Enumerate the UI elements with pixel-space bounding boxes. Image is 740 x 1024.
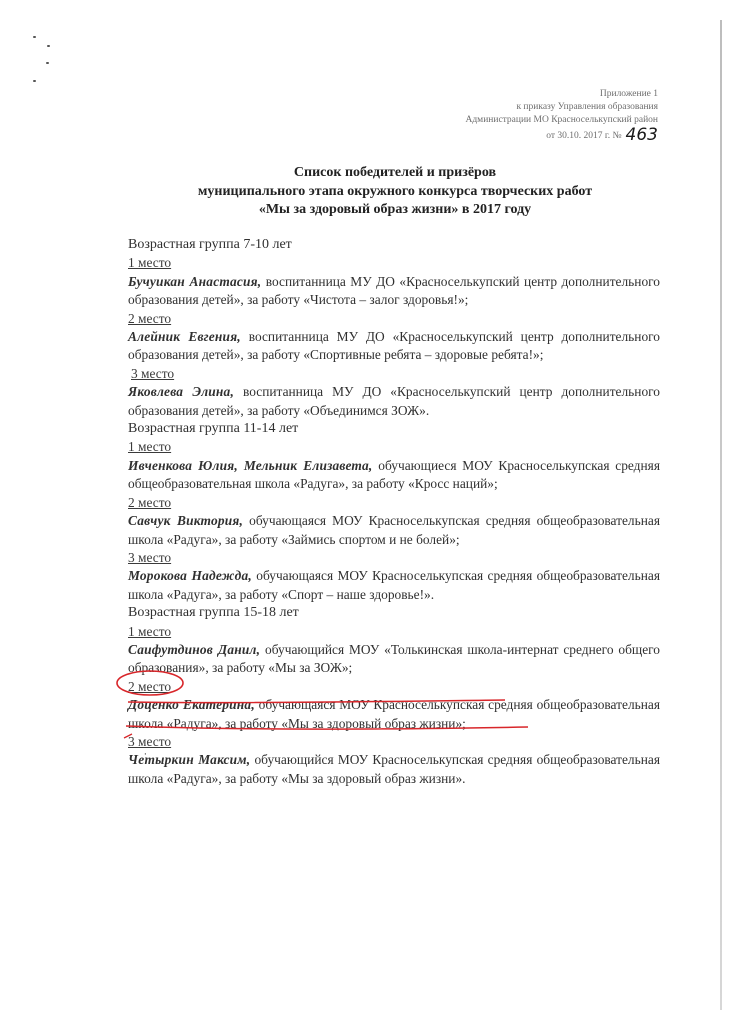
place-label: 1 место [128,255,172,271]
winner-name: Ивченкова Юлия, Мельник Елизавета, [128,457,373,473]
winner-name: Бучуикан Анастасия, [128,273,262,289]
winner-entry [128,567,660,604]
place-label: 2 место [128,494,172,510]
winner-description: обучающаяся МОУ Красноселькупская средняя общеобразовательная школа «Радуга», за работу «Спорт – наше здоровье!». [128,568,660,602]
age-group-heading: Возрастная группа 11-14 лет [128,421,299,437]
appendix-line: Приложение 1 [599,89,658,99]
scan-edge [720,20,722,1010]
winner-name: Саифутдинов Данил, [128,641,261,657]
age-group-heading: Возрастная группа 7-10 лет [128,237,292,252]
age-group-heading: Возрастная группа 15-18 лет [128,605,299,621]
title-line: «Мы за здоровый образ жизни» в 2017 году [258,202,532,217]
winner-description: обучающийся МОУ «Толькинская школа-интернат среднего общего образования», за работу «Мы за ЗОЖ»; [128,641,660,676]
appendix-line: Администрации МО Красноселькупский район [465,115,658,125]
winner-name: Морокова Надежда, [128,568,252,584]
place-label: 3 место [128,733,172,749]
winner-description: воспитанница МУ ДО «Красноселькупский центр дополнительного образования детей», за работу «Объединимся ЗОЖ». [128,384,661,418]
winner-name: Алейник Евгения, [128,329,241,345]
winner-entry [128,273,660,310]
winner-entry [128,512,660,549]
scan-speck [46,62,49,64]
document-title [130,164,660,220]
scan-speck [47,45,50,47]
place-label: 2 место [128,310,172,326]
appendix-date: от 30.10. 2017 г. № [546,131,622,141]
winner-entry [128,457,660,494]
winner-name: Яковлева Элина, [128,384,235,400]
handwritten-order-number: 463 [625,125,658,145]
winner-entry [128,383,660,420]
winner-name: Доценко Екатерина, [128,697,255,713]
title-line: Список победителей и призёров [293,165,497,180]
place-label: 1 место [128,623,172,639]
appendix-note [328,88,658,143]
winner-description: обучающиеся МОУ Красноселькупская средняя общеобразовательная школа «Радуга», за работу «Кросс наций»; [128,457,660,492]
winner-description: обучающаяся МОУ Красноселькупская средняя общеобразовательная школа «Радуга», за работу «Займись спортом и не болей»; [128,513,660,547]
winner-description: воспитанница МУ ДО «Красноселькупский центр дополнительного образования детей», за работу «Чистота – залог здоровья!»; [128,273,660,308]
winner-name: Чеׂтыркин Максим, [128,752,251,768]
winner-description: обучающаяся МОУ Красноселькупская средняя общеобразовательная школа «Радуга», за работу «Мы за здоровый образ жизни»; [128,697,661,731]
winner-entry [128,328,660,365]
scan-speck [33,36,36,38]
winner-entry [128,751,660,788]
winner-description: воспитанница МУ ДО «Красноселькупский центр дополнительного образования детей», за работу «Спортивные ребята – здоровые ребята!»; [128,329,661,363]
appendix-line: к приказу Управления образования [516,102,658,112]
title-line: муниципального этапа окружного конкурса творческих работ [197,183,593,199]
place-label: 3 место [128,549,172,565]
winner-entry [128,696,660,733]
winner-description: обучающийся МОУ Красноселькупская средняя общеобразовательная школа «Радуга», за работу «Мы за здоровый образ жизни». [128,752,660,786]
place-label: 1 место [128,439,172,455]
winner-name: Савчук Виктория, [128,513,244,529]
winner-entry [128,641,660,678]
place-label: 2 место [128,678,172,694]
scan-speck [33,80,36,82]
winners-list [128,236,660,788]
place-label: 3 место [131,365,175,381]
appendix-date-line [328,127,658,143]
